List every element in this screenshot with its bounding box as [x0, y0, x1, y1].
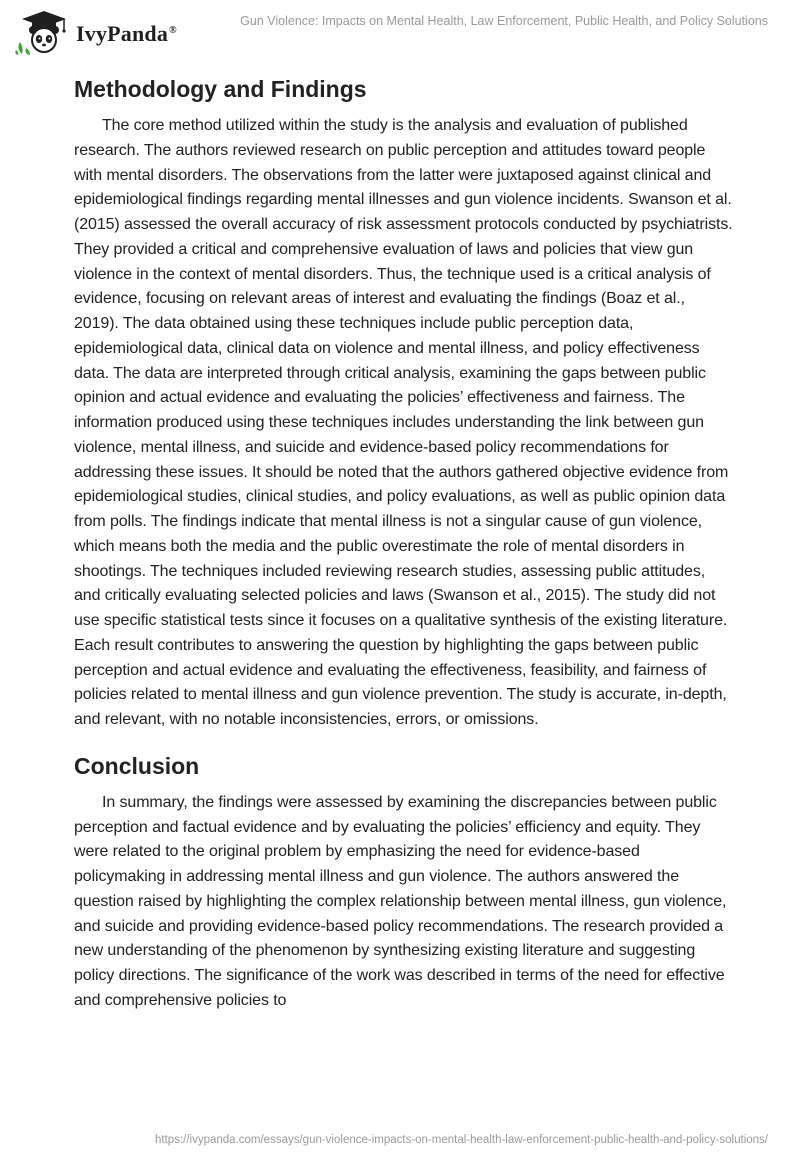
page-header: [0, 0, 800, 70]
document-title: Gun Violence: Impacts on Mental Health, Law Enforcement, Public Health, and Policy Solutions: [240, 14, 768, 28]
essay-content: [74, 70, 734, 1014]
brand-name: [76, 21, 177, 47]
section-heading-conclusion: Conclusion: [74, 752, 200, 779]
brand-name-text: IvyPanda: [76, 21, 169, 46]
section-paragraph-methodology: The core method utilized within the study is the analysis and evaluation of published research. The authors reviewed research on public perception and attitudes toward people with mental disorders. The observations from the latter were juxtaposed against clinical and epidemiological findings regarding mental illnesses and gun violence incidents. Swanson et al. (2015) assessed the overall accuracy of risk assessment protocols conducted by psychiatrists. They provided a critical and comprehensive evaluation of laws and policies that view gun violence in the context of mental disorders. Thus, the technique used is a critical analysis of evidence, focusing on relevant areas of interest and evaluating the findings (Boaz et al., 2019). The data obtained using these techniques include public perception data, epidemiological data, clinical data on violence and mental illness, and policy effectiveness data. The data are interpreted through critical analysis, examining the gaps between public opinion and actual evidence and evaluating the policies’ effectiveness and fairness. The information produced using these techniques includes understanding the link between gun violence, mental illness, and suicide and evidence-based policy recommendations for addressing these issues. It should be noted that the authors gathered objective evidence from epidemiological studies, clinical studies, and policy evaluations, as well as public opinion data from polls. The findings indicate that mental illness is not a singular cause of gun violence, which means both the media and the public overestimate the role of mental disorders in shootings. The techniques included reviewing research studies, assessing public attitudes, and critically evaluating selected policies and laws (Swanson et al., 2015). The study did not use specific statistical tests since it focuses on a qualitative synthesis of the existing literature. Each result contributes to answering the question by highlighting the gaps between public perception and actual evidence and evaluating the effectiveness, feasibility, and fairness of policies related to mental illness and gun violence prevention. The study is accurate, in-depth, and relevant, with no notable inconsistencies, errors, or omissions.: [74, 117, 733, 728]
brand-logo[interactable]: [14, 8, 177, 56]
panda-graduate-icon: [14, 8, 74, 56]
section-heading-methodology: Methodology and Findings: [74, 76, 367, 102]
section-paragraph-conclusion: In summary, the findings were assessed by examining the discrepancies between public perception and factual evidence and by evaluating the policies’ efficiency and equity. They were related to the original problem by emphasizing the need for evidence-based policymaking in addressing mental illness and gun violence. The authors answered the question raised by highlighting the complex relationship between mental illness, gun violence, and suicide and providing evidence-based policy recommendations. The research provided a new understanding of the phenomenon by synthesizing existing literature and suggesting policy directions. The significance of the work was described in terms of the need for effective and comprehensive policies to: [74, 793, 727, 1009]
source-url[interactable]: https://ivypanda.com/essays/gun-violence-impacts-on-mental-health-law-enforcement-public-health-and-policy-solutions/: [155, 1134, 768, 1146]
registered-mark: ®: [169, 24, 177, 36]
